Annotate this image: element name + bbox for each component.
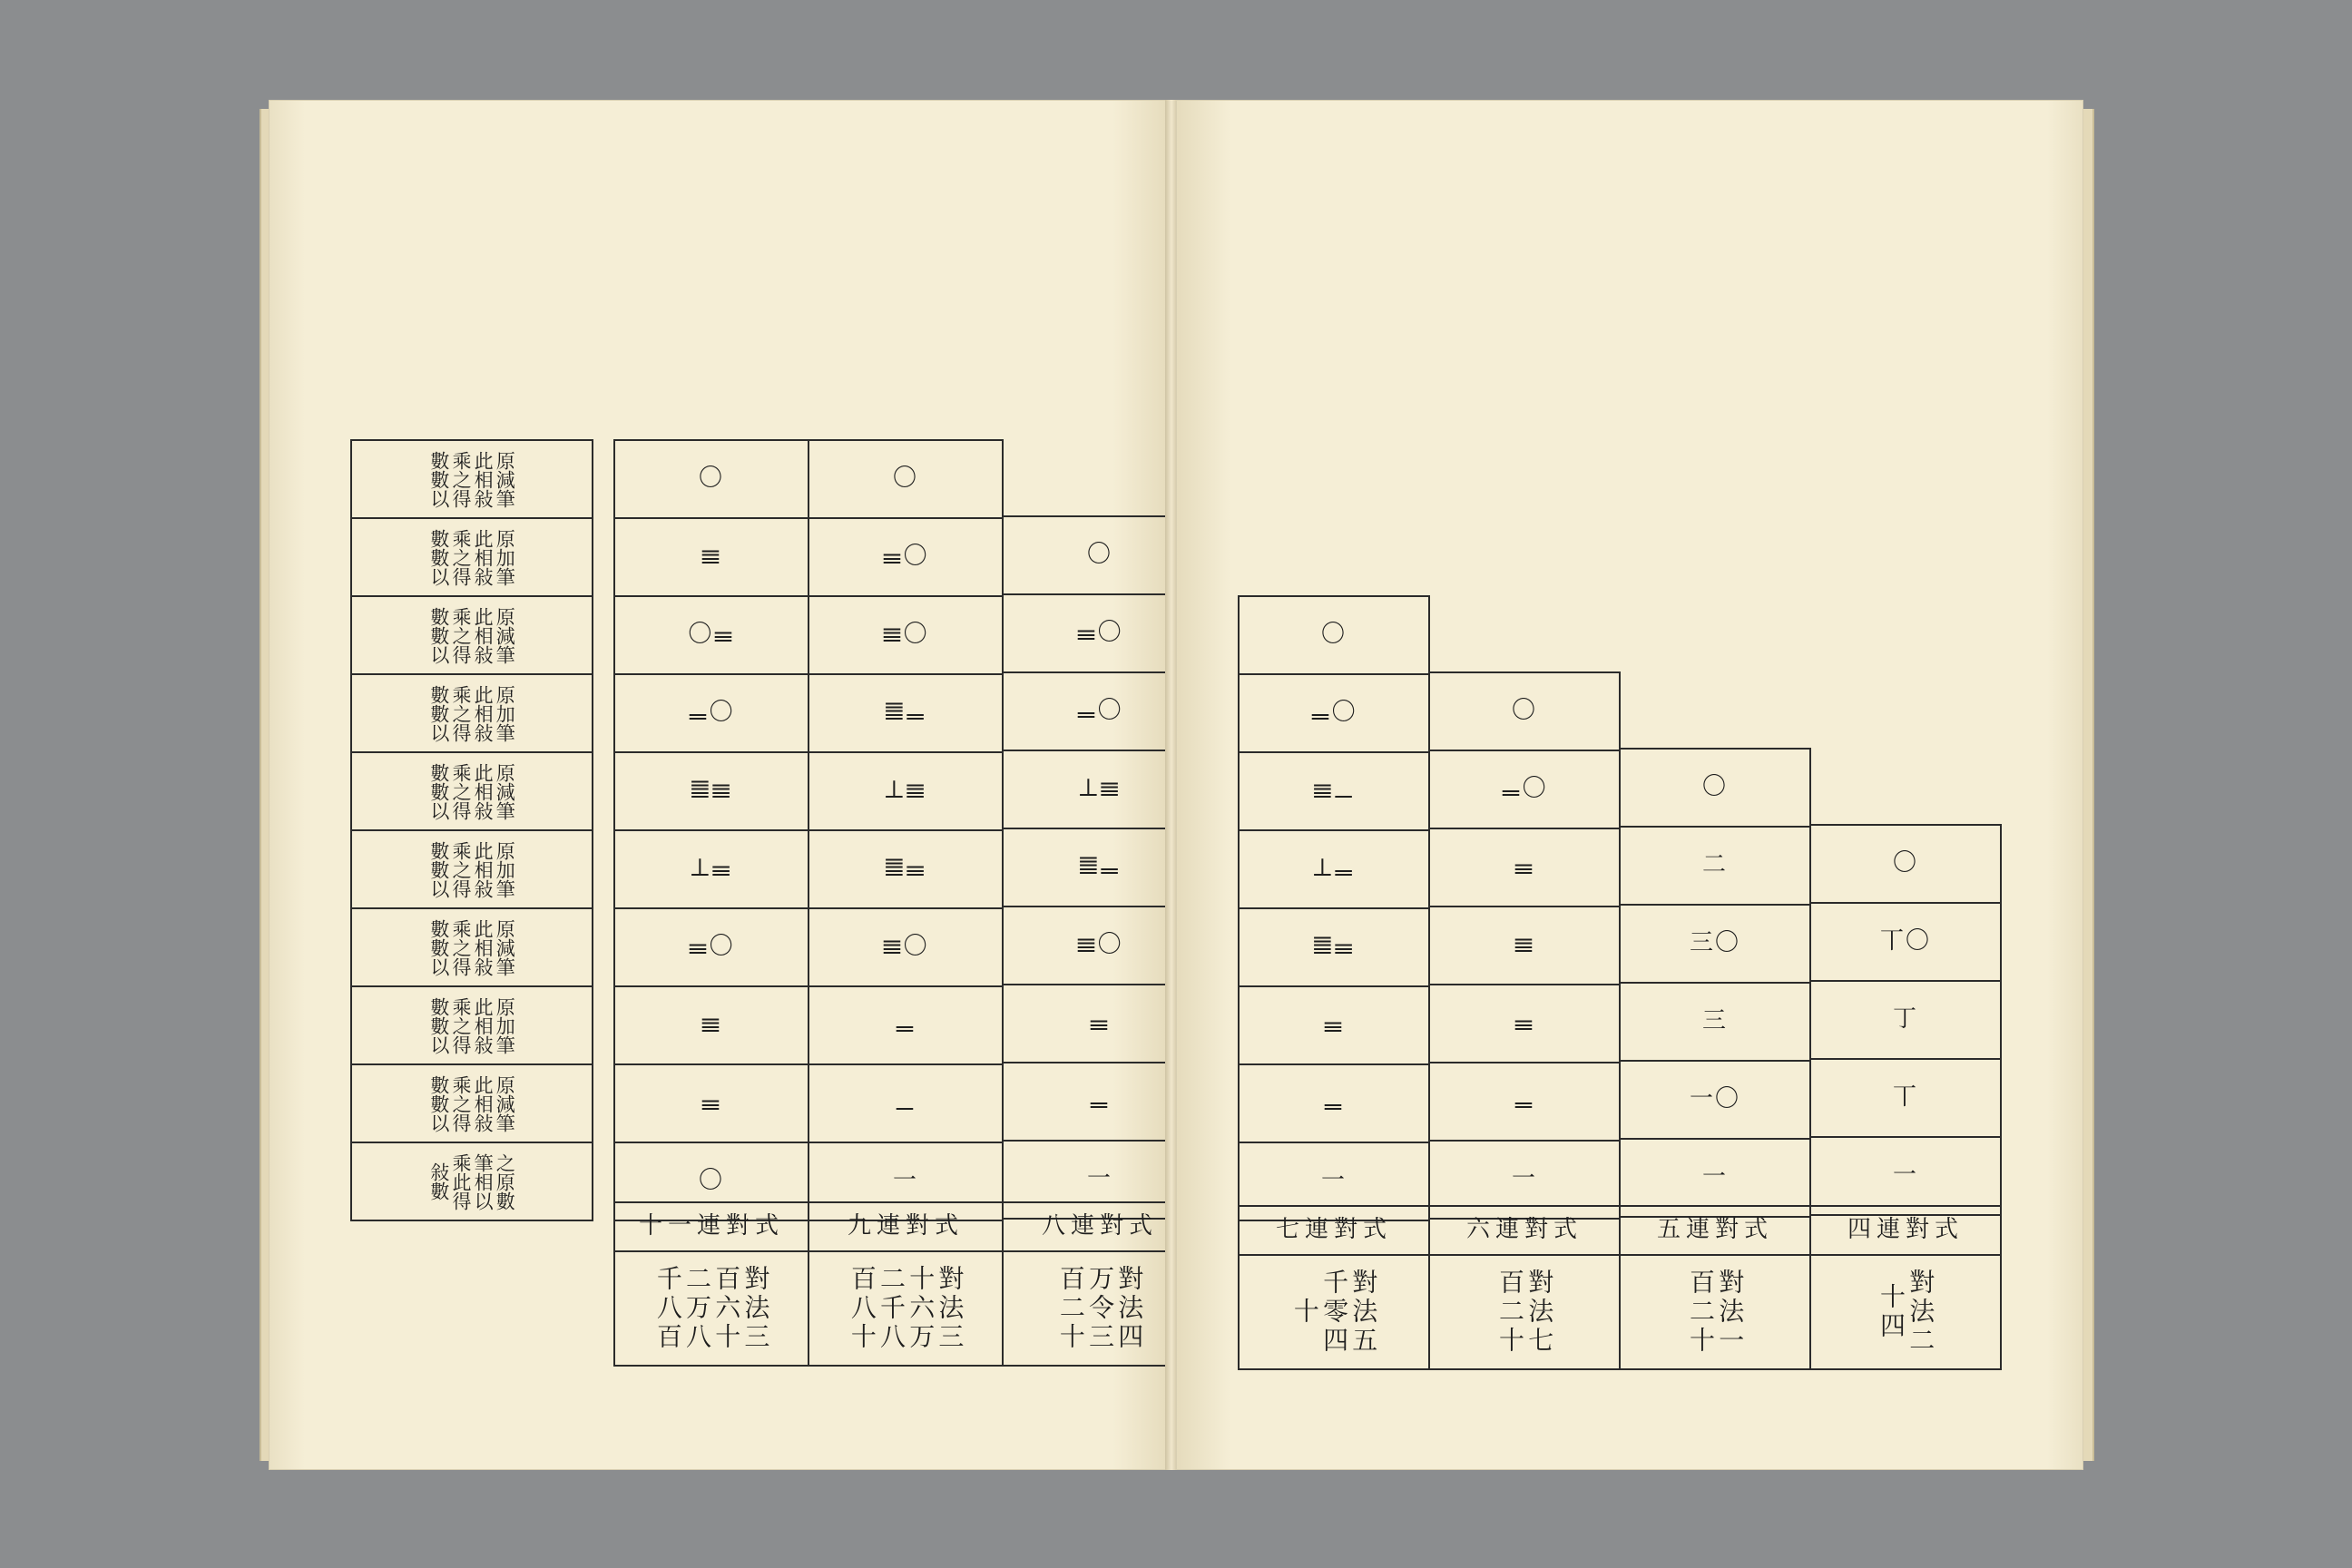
rod-numeral-cell: 〇 — [1620, 749, 1810, 827]
column-footer — [1238, 1205, 1430, 1370]
rod-column — [1619, 748, 1811, 1218]
rod-row — [1429, 750, 1620, 828]
column-title: 五連對式 — [1620, 1206, 1810, 1255]
rod-column — [808, 439, 1004, 1221]
rod-column — [1238, 595, 1430, 1221]
left-label-column — [350, 439, 593, 1221]
rod-numeral-cell: 一 — [1810, 1137, 2001, 1215]
rod-numeral-cell: 𝍡〇 — [1239, 674, 1429, 752]
rod-column — [613, 439, 809, 1221]
label-cell — [351, 596, 593, 674]
column-note-cell — [1239, 1255, 1429, 1369]
rod-row — [614, 440, 808, 518]
rod-row — [1620, 827, 1810, 905]
rod-numeral-cell: 𝍠 — [808, 1064, 1003, 1142]
rod-numeral-cell: 三〇 — [1620, 905, 1810, 983]
rod-numeral-cell: 𝍢〇 — [1003, 594, 1197, 672]
rod-row — [808, 1064, 1003, 1142]
open-book — [269, 100, 2083, 1470]
label-row — [351, 1064, 593, 1142]
rod-row — [1620, 983, 1810, 1061]
rod-row — [1810, 825, 2001, 903]
rod-row — [1239, 674, 1429, 752]
rod-row — [614, 1064, 808, 1142]
title-row — [1620, 1206, 1810, 1255]
rod-numeral-cell: 〇 — [614, 440, 808, 518]
rod-row — [1810, 1137, 2001, 1215]
rod-numeral-cell: 𝍢 — [1239, 986, 1429, 1064]
rod-row — [1239, 1064, 1429, 1142]
rod-row — [1429, 672, 1620, 750]
rod-numeral-cell: 𝍣 — [1429, 906, 1620, 985]
rod-numeral-cell: 𝍢 — [614, 1064, 808, 1142]
rod-row — [1429, 1063, 1620, 1141]
column-note-cell — [808, 1251, 1003, 1366]
rod-numeral-cell: 二 — [1620, 827, 1810, 905]
rod-numeral-cell: 𝍣𝍠 — [1239, 752, 1429, 830]
rod-numeral-cell: 𝍡 — [1003, 1063, 1197, 1141]
rod-row — [808, 986, 1003, 1064]
rod-row — [1239, 830, 1429, 908]
rod-numeral-cell: 𝍣〇 — [1003, 906, 1197, 985]
label-text: 原減筆此相敍乘之得數數以 — [427, 918, 516, 976]
left-page — [269, 100, 1167, 1470]
label-text: 原減筆此相敍乘之得數數以 — [427, 762, 516, 820]
label-cell — [351, 1064, 593, 1142]
column-note-cell — [1429, 1255, 1620, 1369]
rod-row — [614, 674, 808, 752]
rod-numeral-cell: 〇 — [614, 1142, 808, 1220]
column-note: 對法三十六万二千八百八十 — [847, 1265, 965, 1352]
rod-row — [614, 596, 808, 674]
rod-numeral-cell: 一 — [1239, 1142, 1429, 1220]
rod-row — [1239, 752, 1429, 830]
rod-numeral-cell: 𝍤𝍡 — [1003, 828, 1197, 906]
label-text: 原減筆此相敍乘之得數數以 — [427, 450, 516, 508]
rod-numeral-cell: 丅 — [1810, 1059, 2001, 1137]
label-row — [351, 908, 593, 986]
column-footer — [613, 1201, 809, 1367]
rod-numeral-cell: 𝍥𝍡 — [1239, 830, 1429, 908]
rod-numeral-cell: 𝍤𝍣 — [614, 752, 808, 830]
label-text: 原加筆此相敍乘之得數數以 — [427, 528, 516, 586]
label-cell — [351, 518, 593, 596]
rod-numeral-cell: 一 — [1620, 1139, 1810, 1217]
rod-numeral-cell: 𝍡〇 — [614, 674, 808, 752]
rod-numeral-cell: 〇 — [808, 440, 1003, 518]
rod-numeral-cell: 𝍢 — [1003, 985, 1197, 1063]
column-title: 七連對式 — [1239, 1206, 1429, 1255]
rod-row — [1810, 1059, 2001, 1137]
column-title: 十一連對式 — [614, 1202, 808, 1251]
column-note: 對法七百二十 — [1495, 1269, 1555, 1356]
rod-numeral-cell: 𝍢 — [1429, 985, 1620, 1063]
rod-row — [1239, 596, 1429, 674]
rod-numeral-cell: 一 — [808, 1142, 1003, 1220]
rod-row — [1620, 905, 1810, 983]
label-cell — [351, 440, 593, 518]
column-note: 對法四万令三百二十 — [1055, 1265, 1145, 1352]
label-cell — [351, 908, 593, 986]
rod-numeral-cell: 𝍥𝍣 — [1003, 750, 1197, 828]
rod-numeral-cell: 𝍥𝍢 — [614, 830, 808, 908]
rod-row — [1429, 828, 1620, 906]
rod-numeral-cell: 𝍥𝍣 — [808, 752, 1003, 830]
label-text: 原加筆此相敍乘之得數數以 — [427, 684, 516, 742]
column-title: 四連對式 — [1810, 1206, 2001, 1255]
rod-numeral-cell: 𝍣〇 — [808, 596, 1003, 674]
column-footer — [1809, 1205, 2002, 1370]
rod-row — [1239, 986, 1429, 1064]
rod-numeral-cell: 丁 — [1810, 981, 2001, 1059]
rod-numeral-cell: 〇 — [1429, 672, 1620, 750]
title-row — [808, 1202, 1003, 1251]
title-row — [1239, 1206, 1429, 1255]
rod-numeral-cell: 𝍣〇 — [808, 908, 1003, 986]
rod-row — [808, 830, 1003, 908]
rod-numeral-cell: 一 — [1003, 1141, 1197, 1219]
rod-column — [1428, 671, 1621, 1220]
label-text: 原減筆此相敍乘之得數數以 — [427, 1074, 516, 1132]
rod-numeral-cell: 𝍣 — [614, 518, 808, 596]
rod-numeral-cell: 〇 — [1003, 516, 1197, 594]
label-row — [351, 518, 593, 596]
rod-numeral-cell: 〇𝍢 — [614, 596, 808, 674]
column-title: 九連對式 — [808, 1202, 1003, 1251]
label-row — [351, 440, 593, 518]
rod-numeral-cell: 〇 — [1810, 825, 2001, 903]
rod-row — [808, 596, 1003, 674]
rod-numeral-cell: 𝍡〇 — [1429, 750, 1620, 828]
label-row — [351, 596, 593, 674]
rod-numeral-cell: 𝍡 — [808, 986, 1003, 1064]
rod-numeral-cell: 𝍡〇 — [1003, 672, 1197, 750]
column-note: 對法五千零四十 — [1289, 1269, 1379, 1356]
label-cell — [351, 1142, 593, 1220]
rod-row — [1429, 906, 1620, 985]
title-row — [1810, 1206, 2001, 1255]
note-row — [808, 1251, 1003, 1366]
column-note: 對法三百六十二万八千八百 — [652, 1265, 771, 1352]
rod-row — [1810, 903, 2001, 981]
label-row — [351, 752, 593, 830]
rod-numeral-cell: 一〇 — [1620, 1061, 1810, 1139]
rod-row — [808, 518, 1003, 596]
right-page — [1176, 100, 2083, 1470]
label-text: 原加筆此相敍乘之得數數以 — [427, 996, 516, 1054]
column-title: 八連對式 — [1003, 1202, 1197, 1251]
rod-row — [1429, 985, 1620, 1063]
rod-row — [1810, 981, 2001, 1059]
note-row — [614, 1251, 808, 1366]
label-text: 原減筆此相敍乘之得數數以 — [427, 606, 516, 664]
column-footer — [1428, 1205, 1621, 1370]
note-row — [1429, 1255, 1620, 1369]
title-row — [1429, 1206, 1620, 1255]
rod-row — [808, 440, 1003, 518]
rod-numeral-cell: 𝍢 — [1429, 828, 1620, 906]
label-cell — [351, 752, 593, 830]
rod-row — [614, 986, 808, 1064]
column-note: 對法一百二十 — [1686, 1269, 1746, 1356]
rod-row — [614, 518, 808, 596]
rod-row — [1620, 1061, 1810, 1139]
rod-row — [808, 752, 1003, 830]
rod-numeral-cell: 𝍡 — [1429, 1063, 1620, 1141]
rod-column — [1809, 824, 2002, 1216]
column-note: 對法二十四 — [1877, 1269, 1936, 1356]
rod-row — [614, 830, 808, 908]
rod-row — [808, 674, 1003, 752]
column-footer — [808, 1201, 1004, 1367]
note-row — [1239, 1255, 1429, 1369]
label-row — [351, 830, 593, 908]
rod-numeral-cell: 𝍢〇 — [808, 518, 1003, 596]
title-row — [614, 1202, 808, 1251]
label-row — [351, 986, 593, 1064]
rod-numeral-cell: 𝍣 — [614, 986, 808, 1064]
rod-numeral-cell: 一 — [1429, 1141, 1620, 1219]
rod-numeral-cell: 𝍤𝍢 — [808, 830, 1003, 908]
column-note-cell — [1620, 1255, 1810, 1369]
rod-row — [614, 908, 808, 986]
rod-row — [614, 752, 808, 830]
column-footer — [1619, 1205, 1811, 1370]
column-title: 六連對式 — [1429, 1206, 1620, 1255]
rod-numeral-cell: 𝍡 — [1239, 1064, 1429, 1142]
rod-numeral-cell: 𝍤𝍡 — [808, 674, 1003, 752]
column-note-cell — [1810, 1255, 2001, 1369]
rod-row — [1620, 749, 1810, 827]
label-row — [351, 674, 593, 752]
rod-row — [1239, 908, 1429, 986]
column-note-cell — [614, 1251, 808, 1366]
label-text: 原加筆此相敍乘之得數數以 — [427, 840, 516, 898]
label-cell — [351, 674, 593, 752]
note-row — [1810, 1255, 2001, 1369]
rod-numeral-cell: 𝍤𝍢 — [1239, 908, 1429, 986]
label-cell — [351, 830, 593, 908]
label-text: 之原數筆相以乘此得敍數 — [427, 1152, 516, 1210]
note-row — [1620, 1255, 1810, 1369]
rod-numeral-cell: 〇 — [1239, 596, 1429, 674]
label-row — [351, 1142, 593, 1220]
rod-numeral-cell: 𝍢〇 — [614, 908, 808, 986]
rod-row — [808, 908, 1003, 986]
rod-numeral-cell: 三 — [1620, 983, 1810, 1061]
label-cell — [351, 986, 593, 1064]
rod-numeral-cell: 丅〇 — [1810, 903, 2001, 981]
